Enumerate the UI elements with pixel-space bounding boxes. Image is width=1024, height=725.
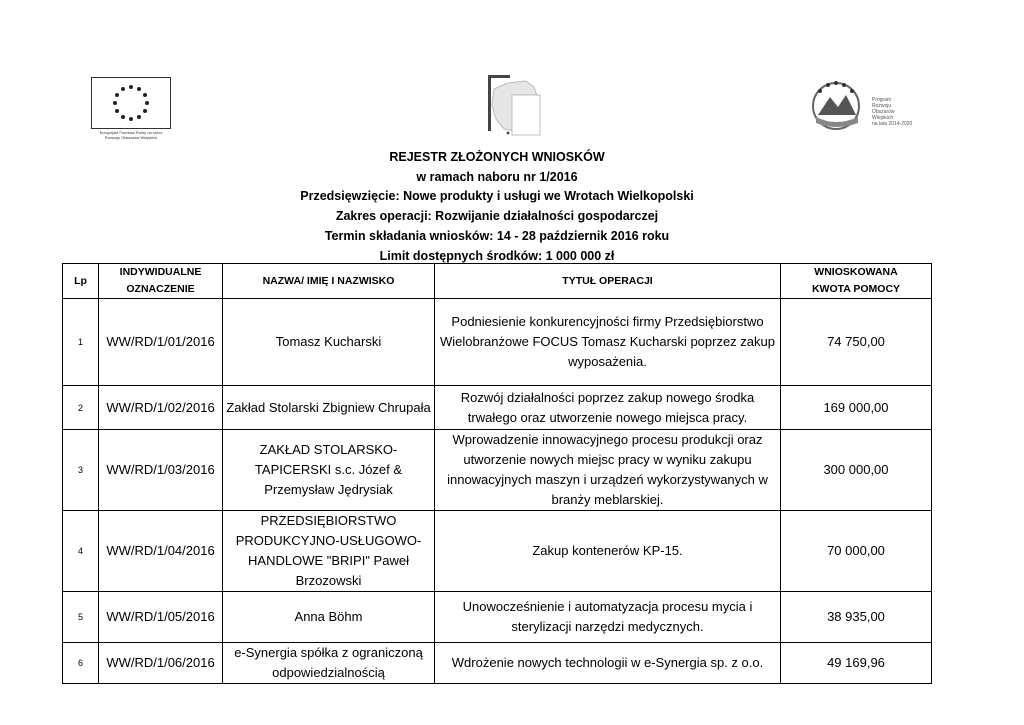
row-title: Wprowadzenie innowacyjnego procesu produkcji oraz utworzenie nowych miejsc pracy w wyniku zakupu innowacyjnych maszyn i urządzeń wykorzystywanych w branży meblarskiej. <box>435 430 781 511</box>
header-id: INDYWIDUALNE OZNACZENIE <box>99 264 223 299</box>
funds-limit: Limit dostępnych środków: 1 000 000 zł <box>379 248 615 263</box>
table-header-row <box>63 264 932 299</box>
row-lp: 6 <box>63 643 99 684</box>
row-name: e-Synergia spółka z ograniczoną odpowiedzialnością <box>223 643 435 684</box>
prow-text: Program Rozwoju Obszarów Wiejskich na lata 2014-2020 <box>872 97 913 127</box>
applications-table <box>62 263 932 684</box>
prow-emblem-icon <box>806 77 870 135</box>
table-row <box>63 299 932 386</box>
undertaking: Przedsięwzięcie: Nowe produkty i usługi we Wrotach Wielkopolski <box>300 189 694 204</box>
map-outline-icon <box>486 73 542 137</box>
row-name: ZAKŁAD STOLARSKO-TAPICERSKI s.c. Józef & Przemysław Jędrysiak <box>223 430 435 511</box>
row-amount: 38 935,00 <box>781 592 932 643</box>
row-lp: 2 <box>63 386 99 430</box>
document-header <box>62 148 932 266</box>
row-id: WW/RD/1/02/2016 <box>99 386 223 430</box>
row-title: Wdrożenie nowych technologii w e-Synergia sp. z o.o. <box>435 643 781 684</box>
row-id: WW/RD/1/01/2016 <box>99 299 223 386</box>
row-amount: 70 000,00 <box>781 511 932 592</box>
row-title: Rozwój działalności poprzez zakup nowego środka trwałego oraz utworzenie nowego miejsca pracy. <box>435 386 781 430</box>
row-name: Tomasz Kucharski <box>223 299 435 386</box>
operation-scope: Zakres operacji: Rozwijanie działalności gospodarczej <box>335 209 659 224</box>
document-title: REJESTR ZŁOŻONYCH WNIOSKÓW <box>389 150 605 164</box>
table-row <box>63 511 932 592</box>
table-row <box>63 386 932 430</box>
header-title: TYTUŁ OPERACJI <box>435 264 781 299</box>
eu-flag-logo <box>91 77 171 143</box>
row-title: Unowocześnienie i automatyzacja procesu mycia i sterylizacji narzędzi medycznych. <box>435 592 781 643</box>
eu-flag <box>91 77 171 129</box>
prow-logo <box>806 77 926 135</box>
row-lp: 3 <box>63 430 99 511</box>
call-number: w ramach naboru nr 1/2016 <box>416 169 578 184</box>
row-amount: 49 169,96 <box>781 643 932 684</box>
row-title: Zakup kontenerów KP-15. <box>435 511 781 592</box>
row-name: PRZEDSIĘBIORSTWO PRODUKCYJNO-USŁUGOWO-HANDLOWE "BRIPI" Paweł Brzozowski <box>223 511 435 592</box>
row-amount: 74 750,00 <box>781 299 932 386</box>
eu-stars-icon <box>92 78 170 128</box>
row-amount: 169 000,00 <box>781 386 932 430</box>
row-id: WW/RD/1/06/2016 <box>99 643 223 684</box>
row-lp: 4 <box>63 511 99 592</box>
row-lp: 1 <box>63 299 99 386</box>
table-row <box>63 430 932 511</box>
eu-caption: Europejski Fundusz Rolny na rzecz Rozwoju Obszarów Wiejskich <box>99 130 163 140</box>
row-id: WW/RD/1/03/2016 <box>99 430 223 511</box>
header-amount: WNIOSKOWANA KWOTA POMOCY <box>781 264 932 299</box>
table-row <box>63 592 932 643</box>
submission-period: Termin składania wniosków: 14 - 28 październik 2016 roku <box>324 228 670 243</box>
row-name: Anna Böhm <box>223 592 435 643</box>
row-id: WW/RD/1/04/2016 <box>99 511 223 592</box>
header-name: NAZWA/ IMIĘ I NAZWISKO <box>223 264 435 299</box>
poland-map-logo <box>486 73 542 137</box>
table-row <box>63 643 932 684</box>
row-amount: 300 000,00 <box>781 430 932 511</box>
row-name: Zakład Stolarski Zbigniew Chrupała <box>223 386 435 430</box>
header-lp: Lp <box>63 264 99 299</box>
row-lp: 5 <box>63 592 99 643</box>
row-title: Podniesienie konkurencyjności firmy Przedsiębiorstwo Wielobranżowe FOCUS Tomasz Kucharski poprzez zakup wyposażenia. <box>435 299 781 386</box>
row-id: WW/RD/1/05/2016 <box>99 592 223 643</box>
